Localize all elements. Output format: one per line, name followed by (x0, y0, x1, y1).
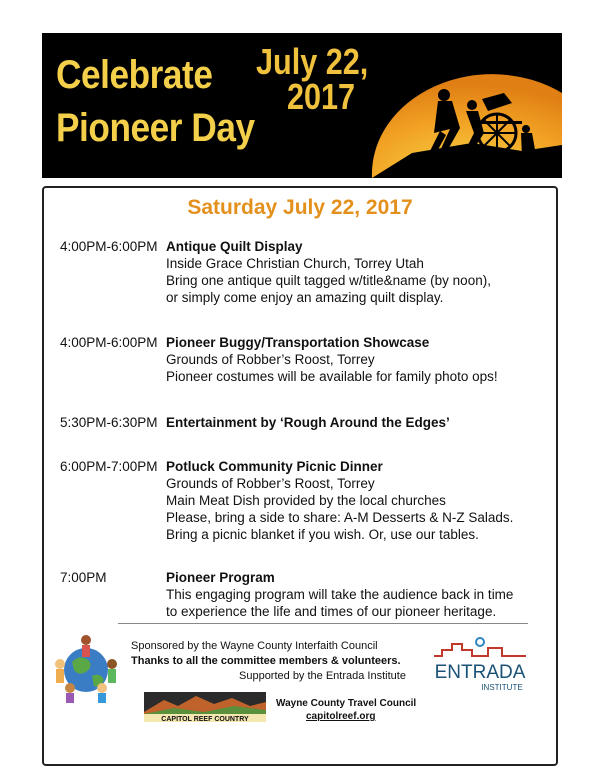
event-detail: Bring a picnic blanket if you wish. Or, use our tables. (166, 527, 479, 542)
event-name: Antique Quilt Display (166, 239, 303, 254)
event-detail: Grounds of Robber’s Roost, Torrey (166, 352, 375, 367)
supported-line: Supported by the Entrada Institute (239, 670, 406, 682)
travel-council-name: Wayne County Travel Council (276, 698, 417, 709)
event-time: 5:30PM-6:30PM (60, 415, 158, 430)
banner-title-line1: Celebrate (56, 53, 213, 97)
travel-council-link[interactable]: capitolreef.org (306, 711, 376, 722)
event-time: 6:00PM-7:00PM (60, 459, 158, 474)
schedule-heading: Saturday July 22, 2017 (187, 196, 413, 219)
header-banner (42, 33, 562, 178)
crl-logo-text: CAPITOL REEF COUNTRY (161, 716, 249, 722)
event-detail: Please, bring a side to share: A-M Desserts & N-Z Salads. (166, 510, 514, 525)
capitol-reef-country-logo (144, 692, 266, 722)
banner-title-line2: Pioneer Day (56, 106, 255, 150)
event-detail: This engaging program will take the audience back in time (166, 587, 514, 602)
entrada-institute-logo (432, 636, 528, 696)
event-name: Entertainment by ‘Rough Around the Edges’ (166, 415, 450, 430)
event-detail: Main Meat Dish provided by the local churches (166, 493, 446, 508)
thanks-line: Thanks to all the committee members & volunteers. (131, 655, 401, 667)
event-name: Pioneer Buggy/Transportation Showcase (166, 335, 430, 350)
banner-date-line2: 2017 (287, 76, 356, 117)
entrada-logo-text: ENTRADA (434, 662, 526, 683)
divider (118, 623, 528, 624)
banner-date-line1: July 22, (256, 41, 369, 82)
event-detail: or simply come enjoy an amazing quilt display. (166, 290, 444, 305)
event-time: 4:00PM-6:00PM (60, 239, 158, 254)
event-name: Pioneer Program (166, 570, 275, 585)
event-detail: Inside Grace Christian Church, Torrey Utah (166, 256, 424, 271)
event-time: 4:00PM-6:00PM (60, 335, 158, 350)
entrada-logo-subtext: INSTITUTE (481, 683, 523, 692)
event-detail: to experience the life and times of our pioneer heritage. (166, 604, 497, 619)
event-time: 7:00PM (60, 570, 107, 585)
event-detail: Bring one antique quilt tagged w/title&name (by noon), (166, 273, 491, 288)
event-detail: Pioneer costumes will be available for family photo ops! (166, 369, 498, 384)
event-detail: Grounds of Robber’s Roost, Torrey (166, 476, 375, 491)
event-name: Potluck Community Picnic Dinner (166, 459, 383, 474)
children-world-logo (50, 630, 122, 704)
sponsor-line: Sponsored by the Wayne County Interfaith Council (131, 640, 378, 652)
